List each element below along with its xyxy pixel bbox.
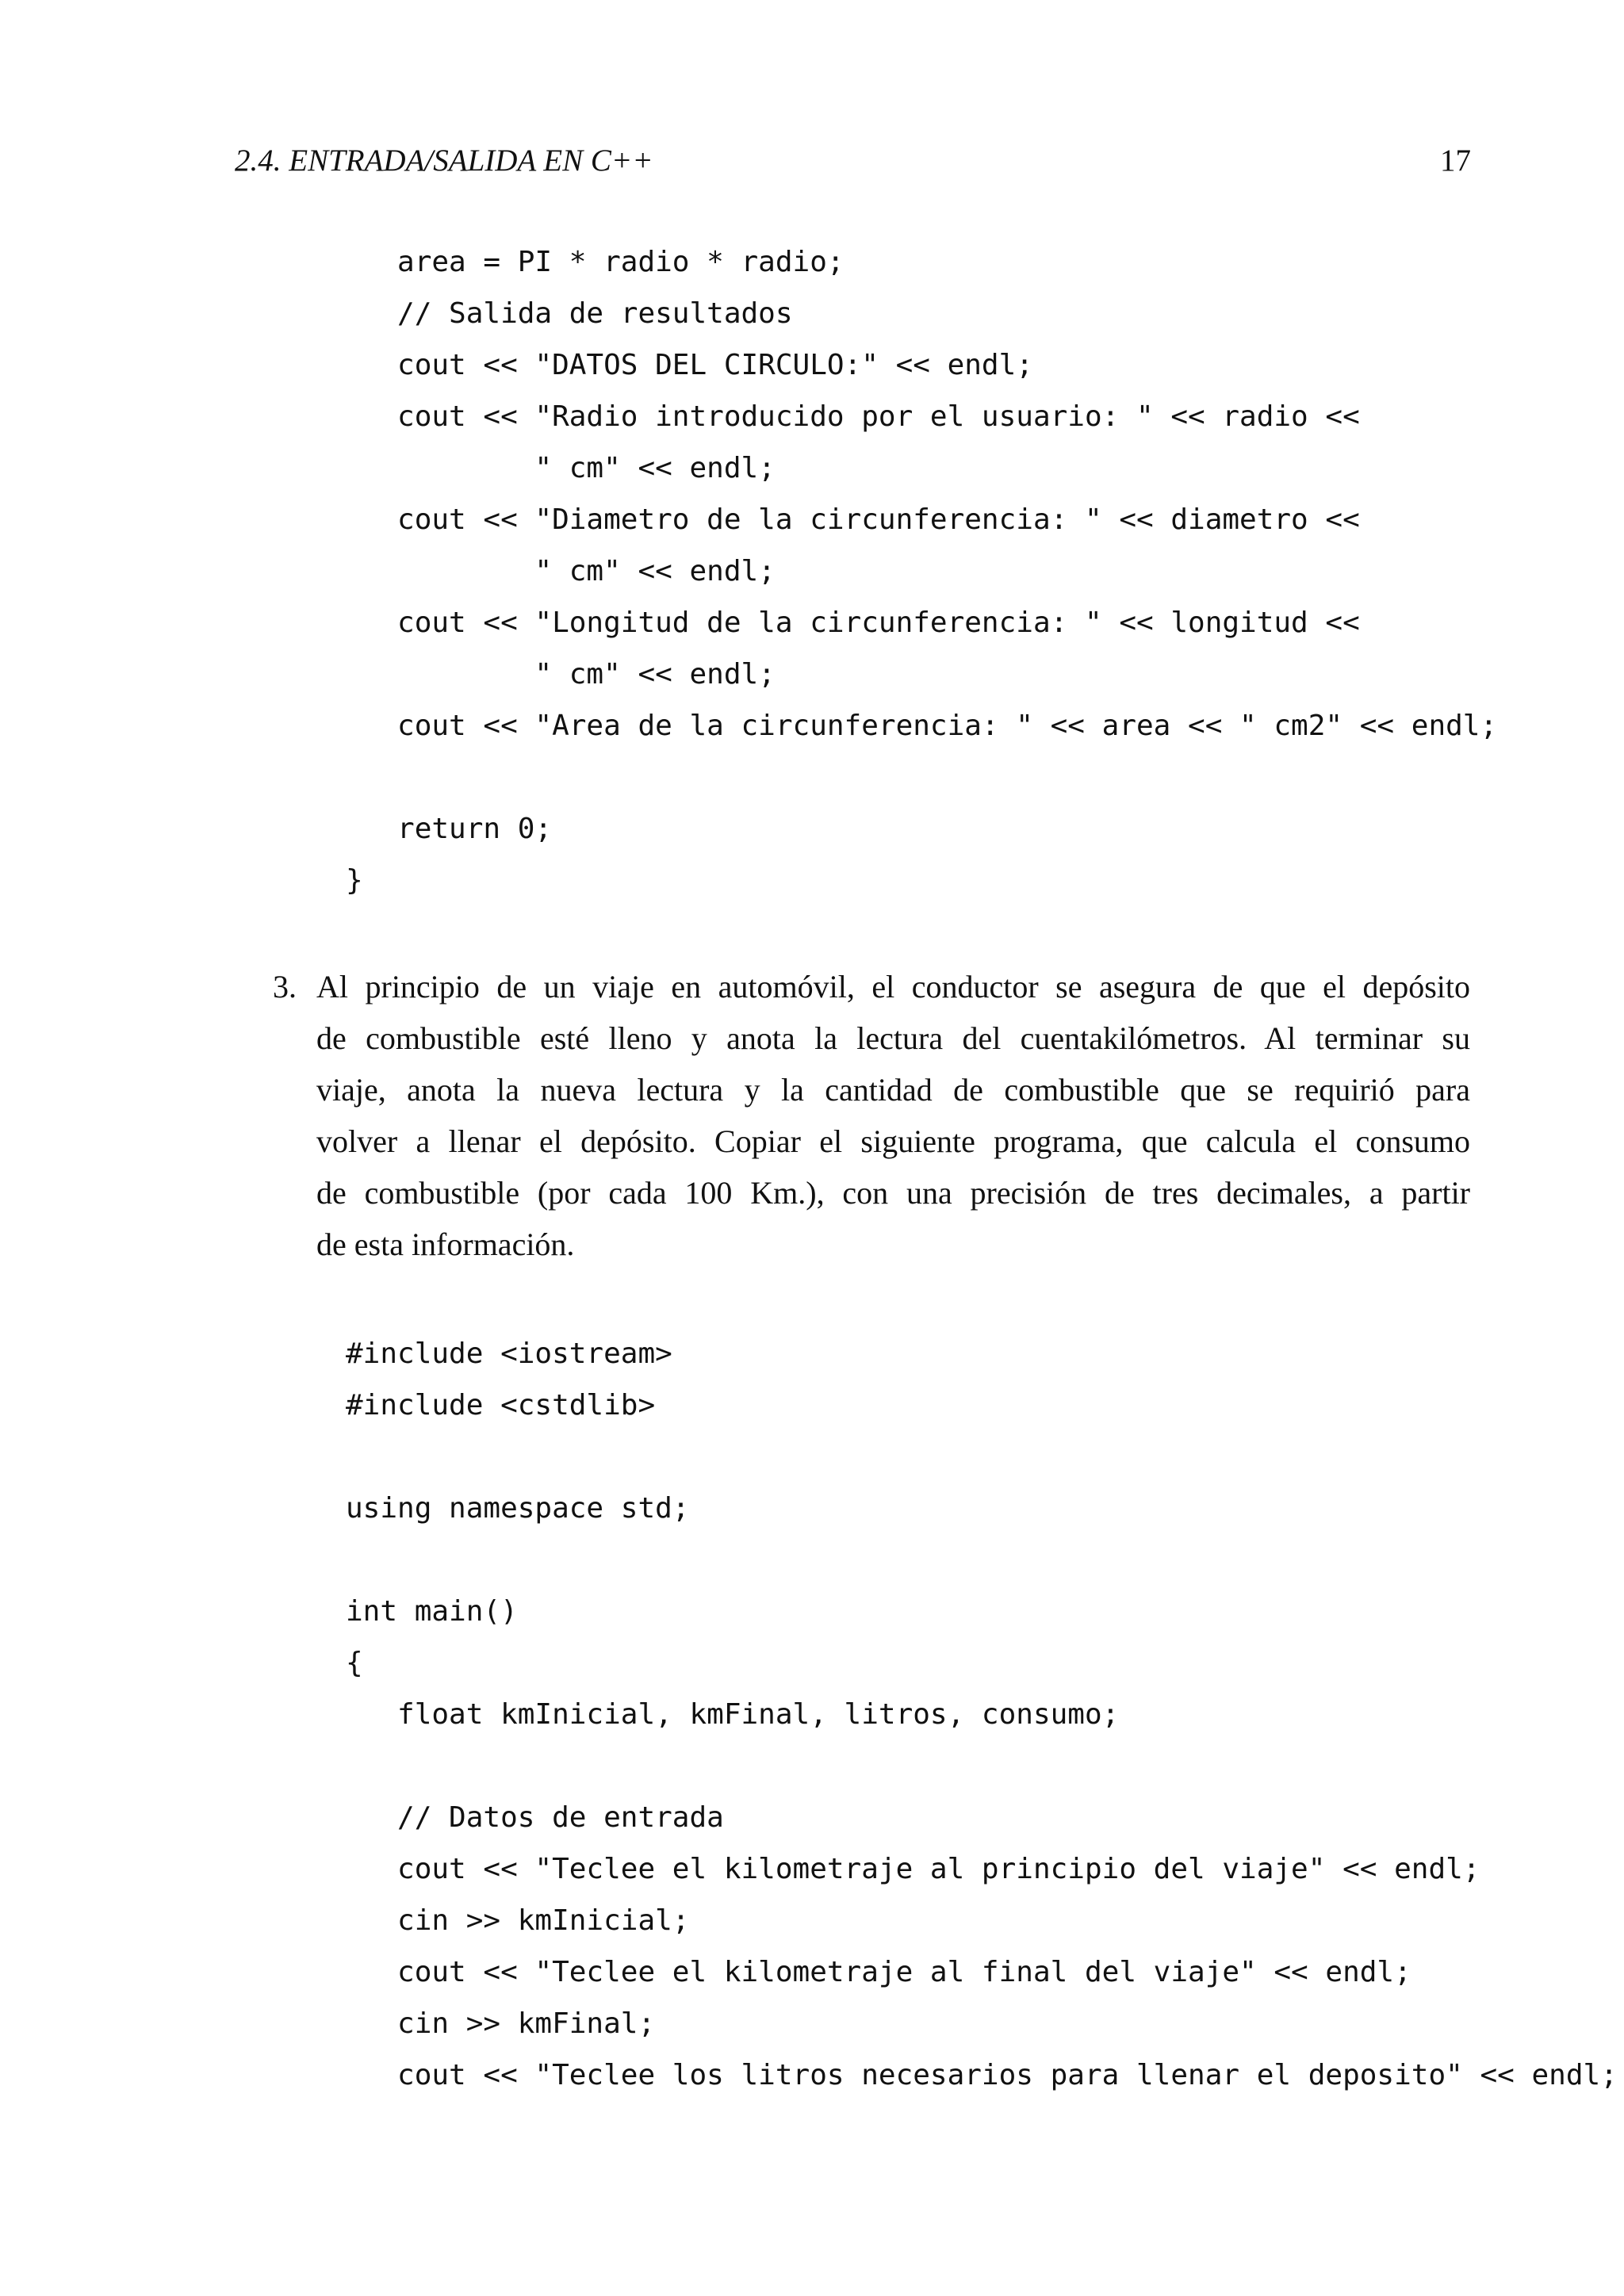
code-line: #include <iostream> — [346, 1337, 672, 1370]
code-line: cout << "Teclee el kilometraje al principio del viaje" << endl; — [346, 1853, 1480, 1885]
code-line: cout << "Area de la circunferencia: " << area << " cm2" << endl; — [346, 710, 1498, 742]
code-line: cout << "Radio introducido por el usuario: " << radio << — [346, 400, 1360, 433]
code-line: " cm" << endl; — [346, 555, 776, 587]
code-line: } — [346, 864, 363, 897]
paragraph-line: Al principio de un viaje en automóvil, el conductor se asegura de que el depósito — [316, 969, 1470, 1004]
exercise-paragraph — [316, 961, 1470, 1270]
paragraph-line: de esta información. — [316, 1226, 575, 1262]
running-header-title: 2.4. ENTRADA/SALIDA EN C++ — [235, 144, 653, 178]
code-line: " cm" << endl; — [346, 452, 776, 484]
code-line: cout << "DATOS DEL CIRCULO:" << endl; — [346, 349, 1033, 381]
code-listing-circle-end — [346, 236, 1497, 906]
code-listing-fuel-program — [346, 1328, 1618, 2101]
code-line: cout << "Longitud de la circunferencia: " << longitud << — [346, 607, 1360, 639]
code-line: return 0; — [346, 813, 553, 845]
page-number: 17 — [1440, 144, 1471, 178]
code-line — [346, 752, 1497, 803]
code-line: #include <cstdlib> — [346, 1389, 656, 1422]
code-line — [346, 1740, 1618, 1792]
paragraph-line: de combustible esté lleno y anota la lectura del cuentakilómetros. Al terminar su — [316, 1020, 1470, 1056]
code-line: { — [346, 1647, 363, 1679]
code-line: " cm" << endl; — [346, 658, 776, 691]
exercise-item — [273, 961, 1470, 1270]
exercise-number: 3. — [273, 969, 297, 1004]
code-line: using namespace std; — [346, 1492, 690, 1525]
code-line: float kmInicial, kmFinal, litros, consumo; — [346, 1698, 1120, 1731]
code-line — [346, 1431, 1618, 1483]
code-line: cin >> kmInicial; — [346, 1904, 690, 1937]
code-line: cout << "Teclee el kilometraje al final del viaje" << endl; — [346, 1956, 1411, 1988]
code-line — [346, 1534, 1618, 1586]
code-line: // Datos de entrada — [346, 1801, 724, 1834]
code-line: int main() — [346, 1595, 518, 1628]
paragraph-line: de combustible (por cada 100 Km.), con una precisión de tres decimales, a partir — [316, 1175, 1470, 1211]
code-line: cin >> kmFinal; — [346, 2007, 656, 2040]
code-line: cout << "Teclee los litros necesarios para llenar el deposito" << endl; — [346, 2059, 1618, 2091]
code-line: // Salida de resultados — [346, 297, 793, 330]
paragraph-line: viaje, anota la nueva lectura y la cantidad de combustible que se requirió para — [316, 1072, 1470, 1108]
code-line: cout << "Diametro de la circunferencia: " << diametro << — [346, 503, 1360, 536]
paragraph-line: volver a llenar el depósito. Copiar el siguiente programa, que calcula el consumo — [316, 1123, 1470, 1159]
code-line: area = PI * radio * radio; — [346, 246, 845, 278]
